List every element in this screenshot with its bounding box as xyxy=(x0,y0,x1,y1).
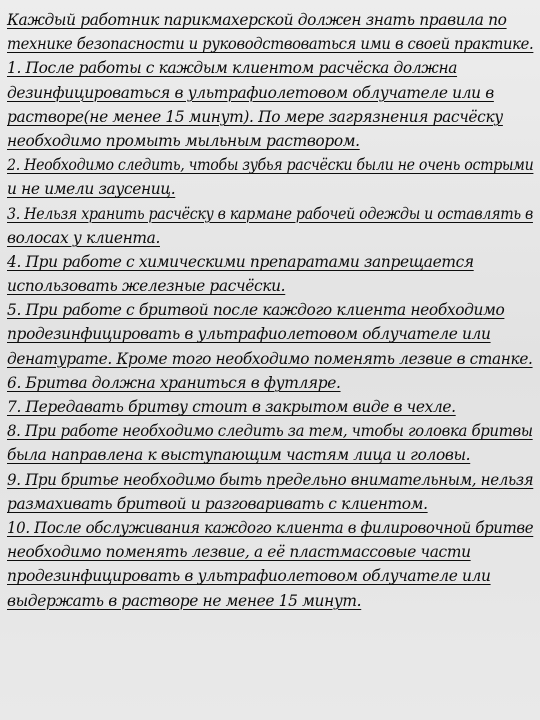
text-line: продезинфицировать в ультрафиолетовом облучателе или xyxy=(7,567,491,586)
text-line: 9. При бритье необходимо быть предельно внимательным, нельзя xyxy=(7,470,534,489)
text-line: необходимо поменять лезвие, а её пластмассовые части xyxy=(7,543,471,562)
text-line: 2. Необходимо следить, чтобы зубья расчёски были не очень острыми xyxy=(7,156,534,175)
text-line: размахивать бритвой и разговаривать с клиентом. xyxy=(7,494,428,513)
text-line: технике безопасности и руководствоваться ими в своей практике. xyxy=(7,35,534,54)
text-line: дезинфицироваться в ультрафиолетовом облучателе или в xyxy=(7,83,494,102)
text-line: 4. При работе с химическими препаратами запрещается xyxy=(7,252,474,271)
text-line: растворе(не менее 15 минут). По мере загрязнения расчёску xyxy=(7,107,503,126)
text-line: необходимо промыть мыльным раствором. xyxy=(7,131,360,150)
text-line: 10. После обслуживания каждого клиента в филировочной бритве xyxy=(7,518,534,537)
text-line: использовать железные расчёски. xyxy=(7,277,286,296)
text-line: волосах у клиента. xyxy=(7,228,160,247)
text-line: была направлена к выступающим частям лица и головы. xyxy=(7,446,471,465)
text-line: 5. При работе с бритвой после каждого клиента необходимо xyxy=(7,301,505,320)
text-line: 1. После работы с каждым клиентом расчёска должна xyxy=(7,59,458,78)
text-line: и не имели заусениц. xyxy=(7,180,176,199)
text-line: продезинфицировать в ультрафиолетовом облучателе или xyxy=(7,325,491,344)
text-line: 8. При работе необходимо следить за тем, чтобы головка бритвы xyxy=(7,422,533,441)
text-line: Каждый работник парикмахерской должен знать правила по xyxy=(7,11,507,29)
text-line: 6. Бритва должна храниться в футляре. xyxy=(7,373,341,392)
text-line: 7. Передавать бритву стоит в закрытом виде в чехле. xyxy=(7,398,456,416)
safety-rules-text xyxy=(7,8,533,613)
text-line: 3. Нельзя хранить расчёску в кармане рабочей одежды и оставлять в xyxy=(7,204,533,223)
text-line: выдержать в растворе не менее 15 минут. xyxy=(7,591,362,610)
text-line: денатурате. Кроме того необходимо поменять лезвие в станке. xyxy=(7,349,533,368)
